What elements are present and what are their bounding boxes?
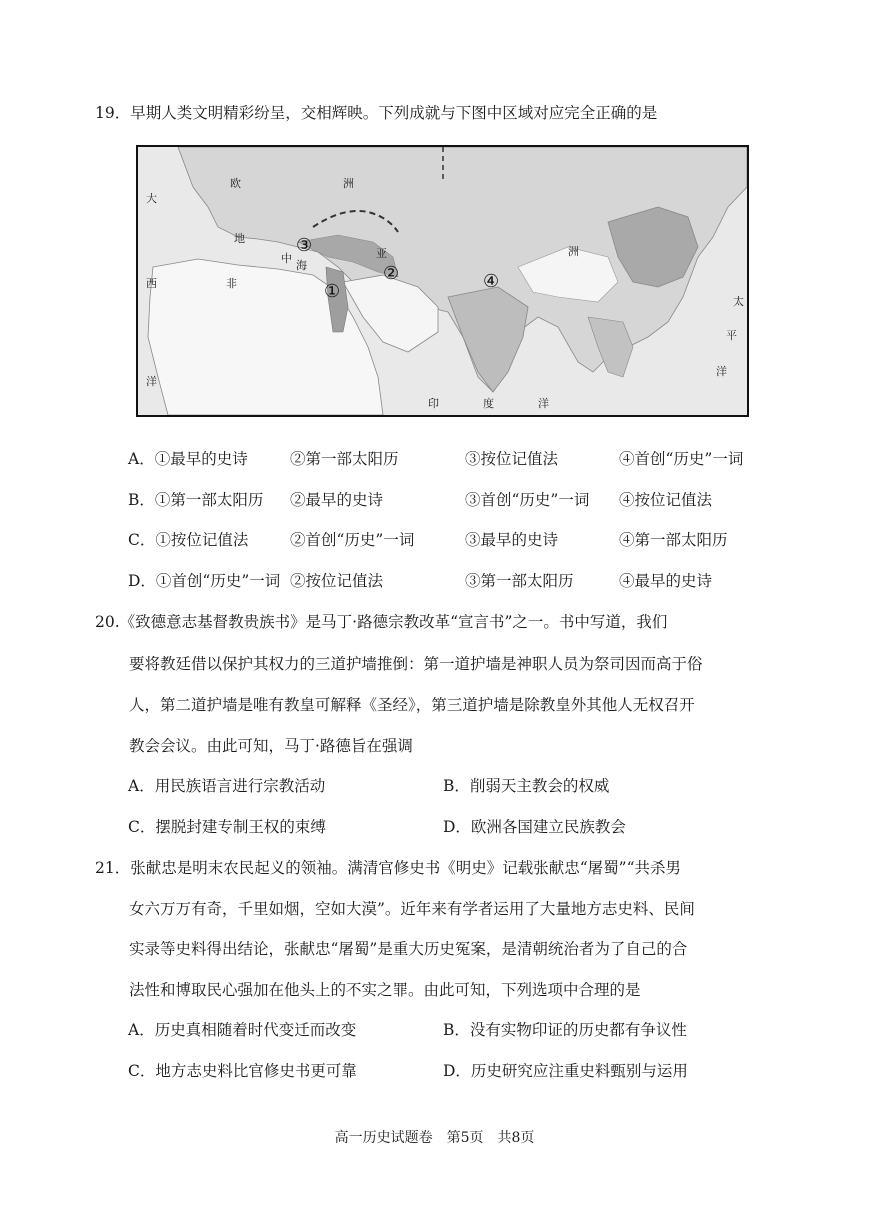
map-label-pacific-3: 洋 bbox=[716, 365, 727, 378]
q19-option-d-1: D．①首创“历史”一词 bbox=[128, 572, 281, 590]
q19-option-a-2: ②第一部太阳历 bbox=[290, 450, 399, 468]
map-label-ocean-1: 大 bbox=[146, 192, 157, 205]
q20-option-c: C．摆脱封建专制王权的束缚 bbox=[128, 818, 326, 836]
q19-stem: 19．早期人类文明精彩纷呈，交相辉映。下列成就与下图中区域对应完全正确的是 bbox=[95, 104, 658, 122]
q21-line-1: 21．张献忠是明末农民起义的领袖。满清官修史书《明史》记载张献忠“屠蜀”“共杀男 bbox=[95, 859, 681, 877]
q19-option-c-1: C．①按位记值法 bbox=[128, 531, 249, 549]
q21-option-a: A．历史真相随着时代变迁而改变 bbox=[128, 1021, 357, 1039]
marker-3: ③ bbox=[296, 235, 313, 256]
q20-line-2: 要将教廷借以保护其权力的三道护墙推倒：第一道护墙是神职人员为祭司因而高于俗 bbox=[129, 655, 703, 673]
q19-option-d-2: ②按位记值法 bbox=[290, 572, 384, 590]
marker-4: ④ bbox=[483, 271, 500, 292]
map-label-med-1: 地 bbox=[234, 232, 245, 245]
q21-line-4: 法性和博取民心强加在他头上的不实之罪。由此可知，下列选项中合理的是 bbox=[129, 981, 641, 999]
map-label-indian-2: 度 bbox=[483, 397, 494, 410]
q19-option-a-4: ④首创“历史”一词 bbox=[619, 450, 744, 468]
map-label-pacific-2: 平 bbox=[726, 329, 737, 342]
q19-option-a-1: A．①最早的史诗 bbox=[128, 450, 248, 468]
q20-option-b: B．削弱天主教会的权威 bbox=[443, 777, 610, 795]
map-label-med-2: 中 bbox=[281, 252, 292, 265]
map-label-indian-1: 印 bbox=[428, 397, 439, 410]
q21-option-b: B．没有实物印证的历史都有争议性 bbox=[443, 1021, 687, 1039]
q19-option-a-3: ③按位记值法 bbox=[465, 450, 559, 468]
q20-line-4: 教会会议。由此可知，马丁·路德旨在强调 bbox=[129, 737, 413, 755]
map-label-ocean-2: 洋 bbox=[146, 375, 157, 388]
map-label-asia-2: 洲 bbox=[568, 245, 579, 258]
q20-option-a: A．用民族语言进行宗教活动 bbox=[128, 777, 326, 795]
q20-line-3: 人，第二道护墙是唯有教皇可解释《圣经》，第三道护墙是除教皇外其他人无权召开 bbox=[129, 696, 695, 714]
q20-line-1: 20.《致德意志基督教贵族书》是马丁·路德宗教改革“宣言书”之一。书中写道，我们 bbox=[95, 613, 668, 631]
q19-option-d-3: ③第一部太阳历 bbox=[465, 572, 574, 590]
map-label-europe-1: 欧 bbox=[230, 177, 241, 190]
map-label-indian-3: 洋 bbox=[538, 397, 549, 410]
q21-option-c: C．地方志史料比官修史书更可靠 bbox=[128, 1062, 357, 1080]
q21-line-3: 实录等史料得出结论，张献忠“屠蜀”是重大历史冤案，是清朝统治者为了自己的合 bbox=[129, 940, 688, 958]
map-label-med-3: 海 bbox=[296, 259, 307, 272]
q21-option-d: D．历史研究应注重史料甄别与运用 bbox=[443, 1062, 688, 1080]
q20-option-d: D．欧洲各国建立民族教会 bbox=[443, 818, 626, 836]
q19-option-b-2: ②最早的史诗 bbox=[290, 491, 384, 509]
q19-option-b-3: ③首创“历史”一词 bbox=[465, 491, 590, 509]
q19-option-d-4: ④最早的史诗 bbox=[619, 572, 713, 590]
map-label-west: 西 bbox=[146, 277, 157, 290]
map-label-pacific-1: 太 bbox=[733, 295, 744, 308]
q19-option-c-4: ④第一部太阳历 bbox=[619, 531, 728, 549]
q21-line-2: 女六万万有奇，千里如烟，空如大漠”。近年来有学者运用了大量地方志史料、民间 bbox=[129, 900, 695, 918]
civilization-map bbox=[136, 145, 749, 417]
q19-option-c-3: ③最早的史诗 bbox=[465, 531, 559, 549]
q19-option-c-2: ②首创“历史”一词 bbox=[290, 531, 415, 549]
q19-option-b-1: B．①第一部太阳历 bbox=[128, 491, 264, 509]
page-footer: 高一历史试题卷 第5页 共8页 bbox=[334, 1130, 535, 1146]
map-label-asia-1: 亚 bbox=[376, 247, 387, 260]
map-label-africa: 非 bbox=[226, 277, 237, 290]
q19-option-b-4: ④按位记值法 bbox=[619, 491, 713, 509]
map-label-europe-2: 洲 bbox=[343, 177, 354, 190]
marker-2: ② bbox=[383, 263, 400, 284]
marker-1: ① bbox=[324, 281, 341, 302]
